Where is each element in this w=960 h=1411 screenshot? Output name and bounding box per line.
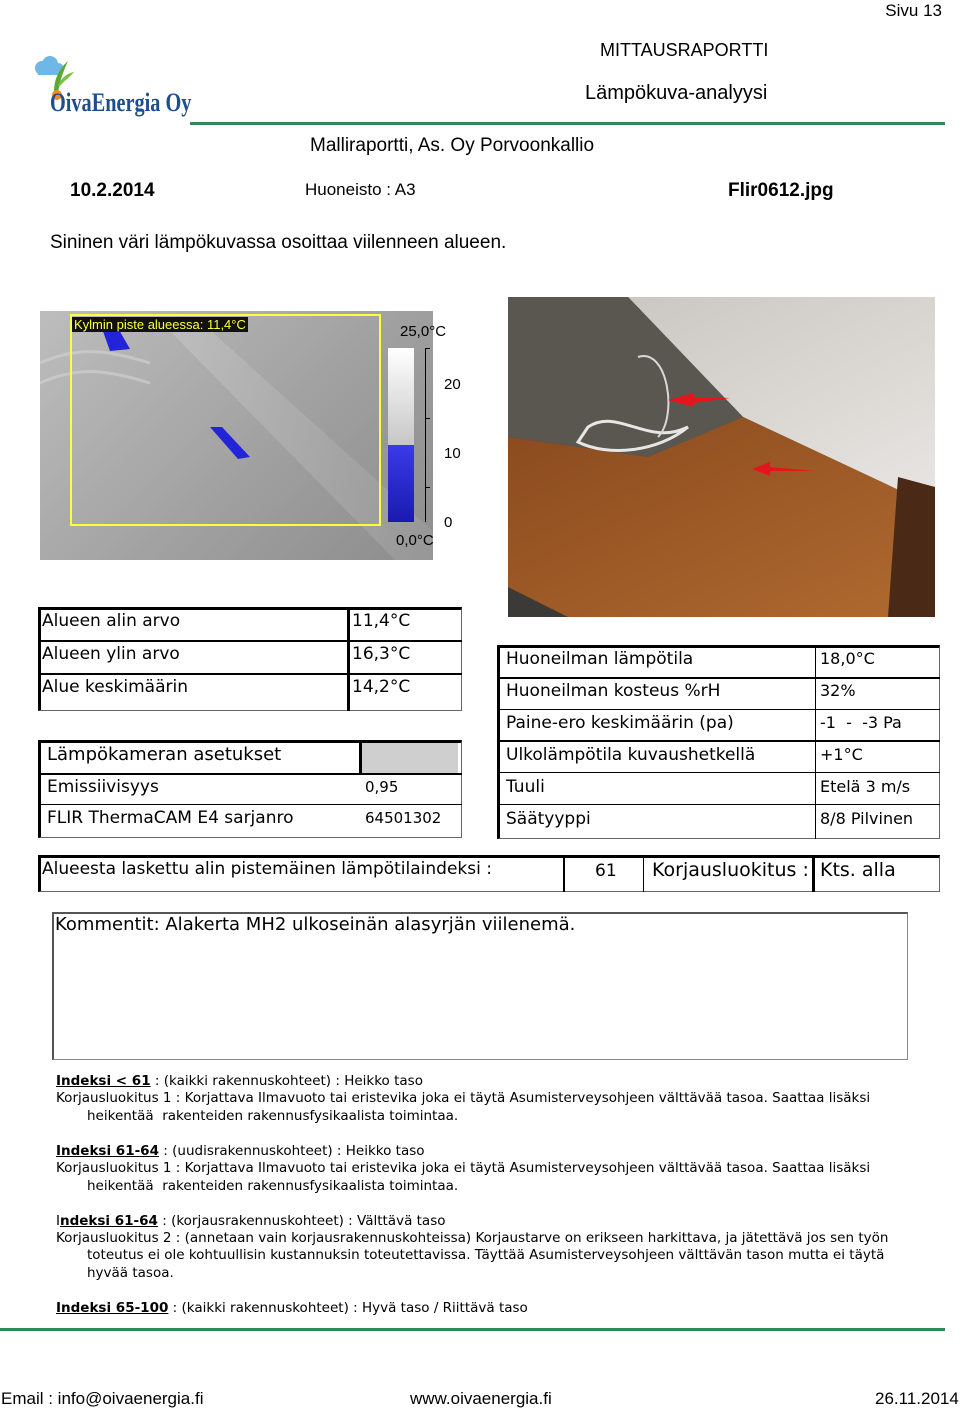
index-label: Alueesta laskettu alin pistemäinen lämpötilaindeksi : — [42, 859, 492, 879]
index-value: 61 — [595, 861, 617, 881]
divider — [812, 855, 815, 892]
indoor-temp-label: Huoneilman lämpötila — [506, 649, 694, 669]
indoor-temp-value: 18,0°C — [820, 649, 875, 668]
weather-value: 8/8 Pilvinen — [820, 809, 914, 828]
repair-class-label: Korjausluokitus : — [652, 859, 809, 881]
scale-axis — [425, 348, 426, 522]
divider — [815, 645, 816, 839]
legend-heading — [56, 1073, 423, 1090]
legend-scope: : (korjausrakennuskohteet) : Välttävä taso — [157, 1213, 446, 1229]
outdoor-temp-value: +1°C — [820, 745, 863, 764]
legend-heading — [56, 1300, 528, 1317]
scale-minor-tick — [425, 418, 430, 419]
camera-settings-title: Lämpökameran asetukset — [47, 744, 282, 765]
legend-index-label: Indeksi 65-100 — [56, 1300, 169, 1316]
measurement-frame — [70, 314, 381, 526]
camera-serial-value: 64501302 — [365, 809, 442, 827]
footer-website[interactable]: www.oivaenergia.fi — [410, 1389, 552, 1408]
area-avg-value: 14,2°C — [352, 677, 411, 697]
logo-text: OivaEnergia Oy — [50, 88, 192, 117]
area-min-label: Alueen alin arvo — [42, 611, 181, 631]
wind-value: Etelä 3 m/s — [820, 777, 911, 796]
thermal-image — [40, 311, 433, 560]
comments-text: Kommentit: Alakerta MH2 ulkoseinän alasyrjän viilenemä. — [55, 914, 576, 935]
divider — [563, 855, 565, 892]
legend-index-prefix: I — [56, 1213, 60, 1229]
divider — [359, 740, 362, 774]
header-divider — [190, 122, 945, 125]
legend-heading — [56, 1213, 446, 1230]
report-date: 10.2.2014 — [70, 180, 155, 201]
camera-serial-label: FLIR ThermaCAM E4 sarjanro — [47, 808, 294, 828]
scale-tick-label: 0 — [444, 514, 453, 531]
pressure-diff-label: Paine-ero keskimäärin (pa) — [506, 713, 734, 733]
legend-line: Korjausluokitus 2 : (annetaan vain korjausrakennuskohteissa) Korjaustarve on erikseen harkittava, ja jätettävä jos sen työn — [56, 1230, 889, 1246]
pressure-diff-value: -1 - -3 Pa — [820, 713, 902, 732]
humidity-value: 32% — [820, 681, 856, 700]
divider — [38, 673, 462, 675]
legend-heading — [56, 1143, 425, 1160]
scale-cold-fill — [388, 445, 414, 522]
wind-label: Tuuli — [506, 777, 545, 797]
repair-class-value: Kts. alla — [820, 859, 896, 881]
legend-line: Korjausluokitus 1 : Korjattava Ilmavuoto tai eristevika joka ei täytä Asumisterveysohjeen välttävää tasoa. Saattaa lisäksi — [56, 1160, 871, 1176]
legend-scope: : (kaikki rakennuskohteet) : Hyvä taso / Riittävä taso — [168, 1300, 528, 1316]
intro-text: Sininen väri lämpökuvassa osoittaa viilenneen alueen. — [50, 232, 507, 253]
footer-date: 26.11.2014 — [875, 1389, 959, 1408]
scale-minor-tick — [425, 487, 430, 488]
divider — [38, 640, 462, 642]
divider — [643, 855, 644, 892]
legend-line: Korjausluokitus 1 : Korjattava Ilmavuoto tai eristevika joka ei täytä Asumisterveysohjeen välttävää tasoa. Saattaa lisäksi — [56, 1090, 871, 1106]
company-logo — [30, 55, 192, 125]
scale-minor-tick — [425, 348, 430, 349]
footer-email[interactable]: Email : info@oivaenergia.fi — [1, 1389, 204, 1408]
legend-line: toteutus ei ole kohtuullisin kustannuksin toteutettavissa. Täyttää Asumisterveysohjeen välttävän tason mutta ei täytä — [87, 1247, 885, 1263]
divider — [38, 804, 462, 805]
footer-divider — [0, 1328, 945, 1331]
page-number: Sivu 13 — [885, 1, 942, 20]
room-photo — [508, 297, 935, 617]
area-max-value: 16,3°C — [352, 644, 411, 664]
legend-scope: : (uudisrakennuskohteet) : Heikko taso — [158, 1143, 425, 1159]
area-min-value: 11,4°C — [352, 611, 411, 631]
scale-tick-label: 20 — [444, 376, 461, 393]
outdoor-temp-label: Ulkolämpötila kuvaushetkellä — [506, 745, 756, 765]
coldest-point-label: Kylmin piste alueessa: 11,4°C — [74, 317, 246, 332]
weather-label: Säätyyppi — [506, 809, 591, 829]
legend-line: heikentää rakenteiden rakennusfysikaalista toimintaa. — [87, 1178, 459, 1194]
divider — [497, 772, 940, 773]
divider — [347, 607, 350, 711]
scale-max-label: 25,0°C — [400, 323, 447, 340]
scale-min-label: 0,0°C — [396, 532, 434, 549]
property-name: Malliraportti, As. Oy Porvoonkallio — [310, 135, 595, 156]
temperature-scale-bar — [388, 348, 414, 522]
legend-scope: : (kaikki rakennuskohteet) : Heikko taso — [150, 1073, 423, 1089]
report-title: MITTAUSRAPORTTI — [600, 40, 769, 60]
legend-line: hyvää tasoa. — [87, 1265, 174, 1281]
humidity-label: Huoneilman kosteus %rH — [506, 681, 721, 701]
emissivity-value: 0,95 — [365, 778, 399, 796]
emissivity-label: Emissiivisyys — [47, 777, 159, 797]
scale-tick-label: 10 — [444, 445, 461, 462]
legend-index-label: ndeksi 61-64 — [59, 1213, 158, 1229]
area-avg-label: Alue keskimäärin — [42, 677, 188, 697]
legend-index-label: Indeksi < 61 — [56, 1073, 151, 1089]
legend-line: heikentää rakenteiden rakennusfysikaalista toimintaa. — [87, 1108, 459, 1124]
camera-header-gray-cell — [362, 743, 458, 773]
divider — [497, 677, 940, 679]
apartment: Huoneisto : A3 — [305, 180, 416, 199]
divider — [497, 709, 940, 710]
report-subtitle: Lämpökuva-analyysi — [585, 82, 768, 104]
image-filename: Flir0612.jpg — [728, 180, 834, 201]
divider — [497, 740, 940, 742]
divider — [38, 773, 462, 775]
legend-index-label: Indeksi 61-64 — [56, 1143, 159, 1159]
area-max-label: Alueen ylin arvo — [42, 644, 180, 664]
divider — [497, 804, 940, 805]
